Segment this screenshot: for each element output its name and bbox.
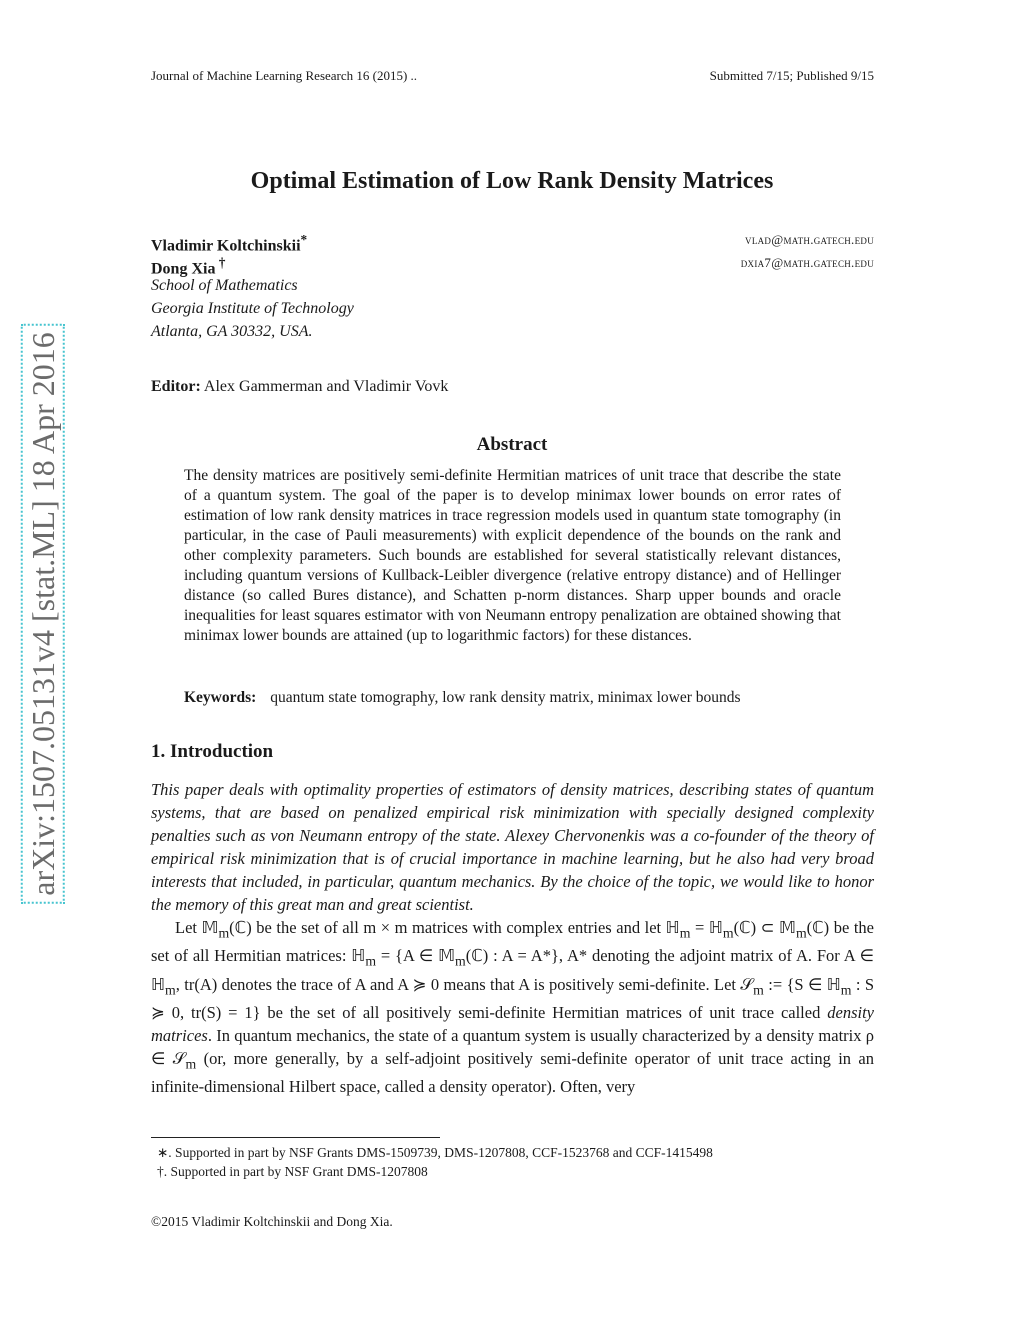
footnote-divider <box>151 1137 440 1138</box>
affiliation-line: School of Mathematics <box>151 277 298 294</box>
footnote: ∗. Supported in part by NSF Grants DMS-1509739, DMS-1207808, CCF-1523768 and CCF-1415498 <box>157 1145 713 1160</box>
author-email[interactable]: dxia7@math.gatech.edu <box>740 255 874 270</box>
copyright-notice: ©2015 Vladimir Koltchinskii and Dong Xia. <box>151 1214 393 1229</box>
journal-name: Journal of Machine Learning Research 16 (2015) .. <box>151 68 418 83</box>
arxiv-stamp <box>21 306 65 922</box>
footnotes <box>157 1143 713 1181</box>
author-block <box>151 228 874 343</box>
author-row <box>151 228 874 255</box>
introduction-body <box>151 778 874 1098</box>
keywords-list: quantum state tomography, low rank density matrix, minimax lower bounds <box>270 689 741 706</box>
keywords-label: Keywords: <box>184 689 257 706</box>
author-row <box>151 251 874 278</box>
abstract-text: The density matrices are positively semi-definite Hermitian matrices of unit trace that describe the state of a quantum system. The goal of the paper is to develop minimax lower bounds on error rates of estimation of low rank density matrices in trace regression models used in quantum state tomography (in particular, in the case of Pauli measurements) with explicit dependence of the bounds on the rank and other complexity parameters. Such bounds are established for several statistically relevant distances, including quantum versions of Kullback-Leibler divergence (relative entropy distance) and of Hellinger distance (so called Bures distance), and Schatten p-norm distances. Sharp upper bounds and oracle inequalities for least squares estimator with von Neumann entropy penalization are obtained showing that minimax lower bounds are attained (up to logarithmic factors) for these distances. <box>184 467 841 644</box>
editor-line <box>151 378 448 396</box>
running-header <box>151 68 874 84</box>
footnote-mark: † <box>215 255 226 270</box>
submission-dates: Submitted 7/15; Published 9/15 <box>709 68 874 83</box>
footnote: †. Supported in part by NSF Grant DMS-1207808 <box>157 1164 428 1179</box>
affiliation-line: Atlanta, GA 30332, USA. <box>151 323 313 340</box>
affiliation-line: Georgia Institute of Technology <box>151 300 354 317</box>
author-email[interactable]: vlad@math.gatech.edu <box>745 232 874 247</box>
section-heading: 1. Introduction <box>151 741 274 762</box>
dedication-paragraph: This paper deals with optimality properties of estimators of density matrices, describing states of quantum systems, that are based on penalized empirical risk minimization with specially designed complexity penalties such as von Neumann entropy of the state. Alexey Chervonenkis was a co-founder of the theory of empirical risk minimization that is of crucial importance in machine learning, but he also had very broad interests that included, in particular, quantum mechanics. By the choice of the topic, we would like to honor the memory of this great man and great scientist. <box>151 780 874 914</box>
abstract-heading: Abstract <box>476 434 548 455</box>
keywords-line <box>184 689 841 707</box>
footnote-mark: * <box>300 232 308 247</box>
body-paragraph: Let 𝕄$_m$(ℂ) be the set of all m × m matrices with complex entries and let ℍ$_m$ = ℍ$_m$(ℂ) ⊂ 𝕄$_m$(ℂ) be the set of all Hermitian matrices: ℍ$_m$ = {A ∈ 𝕄$_m$(ℂ) : A = A*}, A* denoting the adjoint matrix of A. For A ∈ ℍ$_m$, tr(A) denotes the trace of A and A ≽ 0 means that A is positively semi-definite. Let 𝒮$_m$ := {S ∈ ℍ$_m$ : S ≽ 0, tr(S) = 1} be the set of all positively semi-definite Hermitian matrices of unit trace called density matrices. In quantum mechanics, the state of a quantum system is usually characterized by a density matrix ρ ∈ 𝒮$_m$ (or, more generally, by a self-adjoint positively semi-definite operator of unit trace acting in an infinite-dimensional Hilbert space, called a density operator). Often, very <box>151 918 875 1097</box>
paper-title: Optimal Estimation of Low Rank Density Matrices <box>250 168 774 194</box>
author-name: Dong Xia † <box>151 255 226 278</box>
author-name: Vladimir Koltchinskii* <box>151 232 308 255</box>
arxiv-stamp-text[interactable]: arXiv:1507.05131v4 [stat.ML] 18 Apr 2016 <box>21 324 65 904</box>
defined-term: density matrices <box>151 1002 874 1045</box>
editor-label: Editor: <box>151 378 201 395</box>
editor-names: Alex Gammerman and Vladimir Vovk <box>203 378 449 395</box>
